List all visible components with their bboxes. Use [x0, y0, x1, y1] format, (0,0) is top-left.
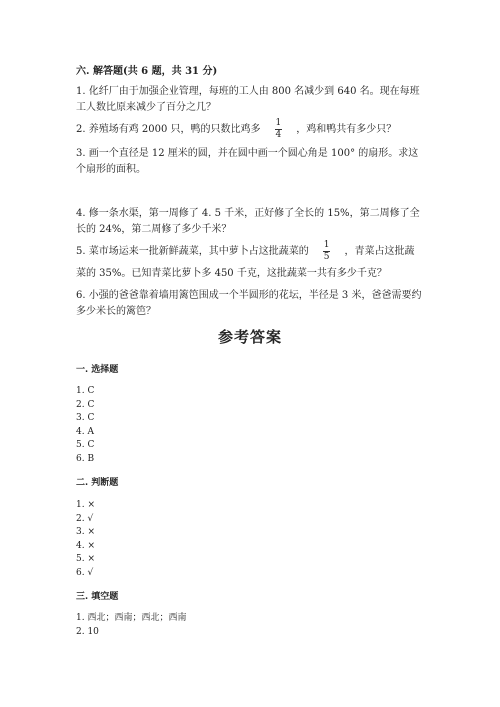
answer-item: 6. √: [76, 567, 94, 578]
answers-part-1-title: 一. 选择题: [76, 365, 119, 375]
answer-item: 2. √: [76, 513, 94, 524]
question-2-text-after: ，鸡和鸭共有多少只？: [296, 124, 397, 135]
answers-part-2-title: 二. 判断题: [76, 478, 119, 488]
question-5-line-2: 菜的 35%。已知青菜比萝卜多 450 千克，这批蔬菜一共有多少千克？: [76, 268, 387, 279]
answers-title: 参考答案: [217, 328, 282, 346]
fraction-denominator: 4: [275, 130, 282, 140]
answer-item: 2. 10: [76, 626, 99, 637]
question-5-text-after: ，青菜占这批蔬: [344, 246, 415, 257]
answers-part-3-list: [76, 612, 186, 639]
fraction-numerator: 1: [275, 118, 282, 128]
answer-item: 5. C: [76, 440, 95, 450]
fraction-one-quarter: [275, 118, 283, 141]
answer-item: 5. ×: [76, 554, 95, 564]
answer-item: 4. A: [76, 426, 94, 437]
section-6-title: 六. 解答题(共 6 题，共 31 分): [76, 66, 218, 77]
question-5-text-before: 5. 菜市场运来一批新鲜蔬菜，其中萝卜占这批蔬菜的: [76, 246, 309, 257]
answer-item: 2. C: [76, 399, 95, 410]
answer-item: 3. C: [76, 413, 95, 423]
answers-part-2-list: [76, 499, 95, 580]
question-4: 4. 修一条水渠，第一周修了 4. 5 千米，正好修了全长的 15%，第二周修了全长的 24%，第二周修了多少千米？: [76, 208, 420, 235]
answer-item: 6. B: [76, 453, 95, 464]
answer-item: 1. 西北；西南；西北；西南: [76, 613, 187, 623]
question-2: [76, 118, 428, 141]
question-2-text-before: 2. 养殖场有鸡 2000 只，鸭的只数比鸡多: [76, 124, 261, 135]
answer-item: 4. ×: [76, 540, 95, 551]
question-3: 3. 画一个直径是 12 厘米的圆，并在圆中画一个圆心角是 100° 的扇形。求这个扇形的面积。: [76, 148, 419, 175]
fraction-denominator: 5: [323, 252, 330, 262]
answers-part-1-list: [76, 385, 94, 466]
answer-item: 1. C: [76, 386, 95, 396]
answer-item: 1. ×: [76, 500, 95, 510]
fraction-one-fifth: [323, 240, 331, 263]
answer-item: 3. ×: [76, 527, 95, 537]
question-5: [76, 240, 428, 263]
fraction-numerator: 1: [323, 240, 330, 250]
question-6: 6. 小强的爸爸靠着墙用篱笆围成一个半圆形的花坛，半径是 3 米，爸爸需要约多少米长的篱笆？: [76, 290, 422, 317]
answers-part-3-title: 三. 填空题: [76, 592, 119, 602]
question-1: 1. 化纤厂由于加强企业管理，每班的工人由 800 名减少到 640 名。现在每班工人数比原来减少了百分之几？: [76, 86, 420, 113]
